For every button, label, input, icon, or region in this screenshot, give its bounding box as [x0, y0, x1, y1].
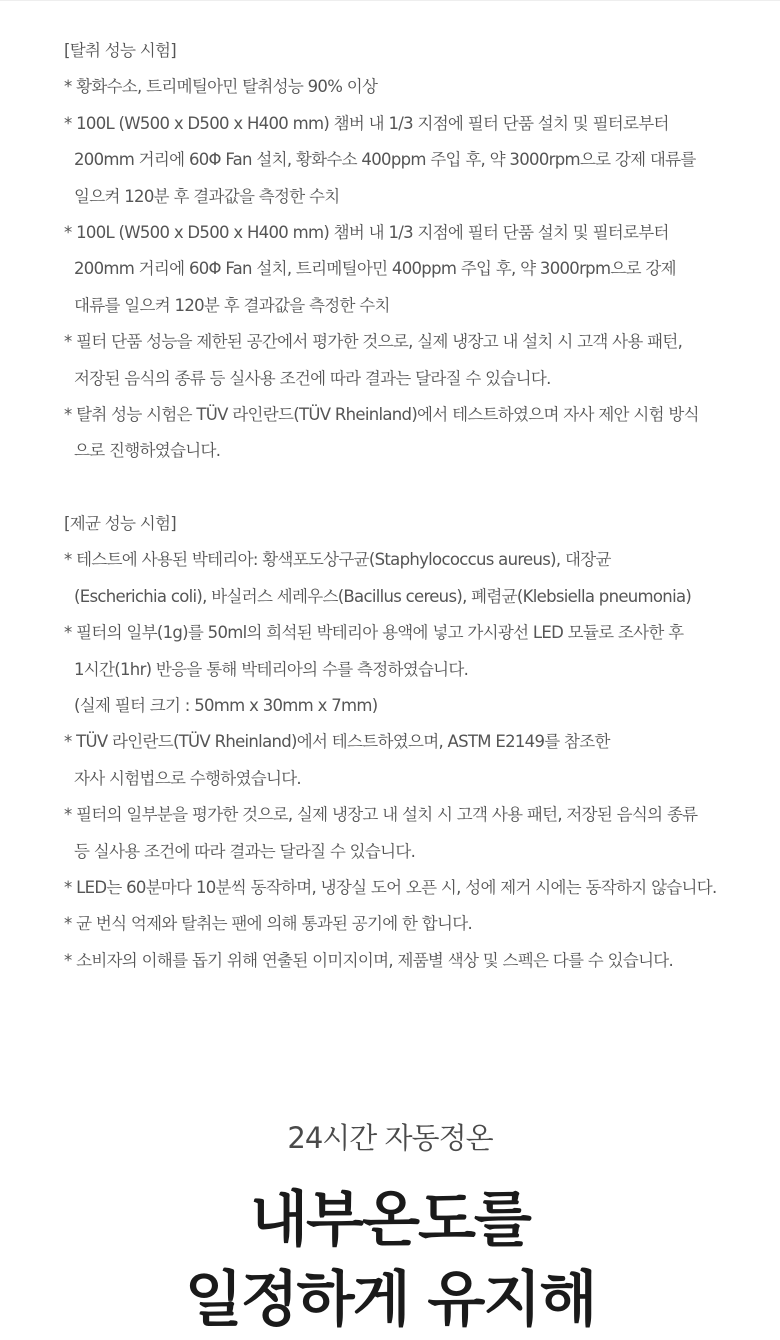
antibacterial-note-line: * LED는 60분마다 10분씩 동작하며, 냉장실 도어 오픈 시, 성에 제거 시에는 동작하지 않습니다. — [64, 877, 717, 897]
hero-title-line-1: 내부온도를 — [250, 1185, 530, 1255]
deodorizing-note-line: 200mm 거리에 60Φ Fan 설치, 트리메틸아민 400ppm 주입 후, 약 3000rpm으로 강제 — [74, 259, 676, 279]
deodorizing-note-line: 200mm 거리에 60Φ Fan 설치, 황화수소 400ppm 주입 후, 약 3000rpm으로 강제 대류를 — [74, 150, 696, 170]
deodorizing-note-line: * 필터 단품 성능을 제한된 공간에서 평가한 것으로, 실제 냉장고 내 설치 시 고객 사용 패턴, — [64, 332, 683, 352]
hero-title-line-2: 일정하게 유지해 — [184, 1265, 596, 1335]
antibacterial-notes — [64, 542, 754, 979]
hero-subtitle: 24시간 자동정온 — [287, 1121, 493, 1155]
antibacterial-note-line: * TÜV 라인란드(TÜV Rheinland)에서 테스트하였으며, ASTM E2149를 참조한 — [64, 732, 610, 752]
antibacterial-heading: [제균 성능 시험] — [64, 514, 176, 534]
antibacterial-note-line: * 필터의 일부분을 평가한 것으로, 실제 냉장고 내 설치 시 고객 사용 패턴, 저장된 음식의 종류 — [64, 805, 698, 825]
hero-title — [0, 1180, 780, 1340]
deodorizing-note-line: * 100L (W500 x D500 x H400 mm) 챔버 내 1/3 지점에 필터 단품 설치 및 필터로부터 — [64, 113, 669, 133]
deodorizing-heading: [탈취 성능 시험] — [64, 41, 176, 60]
antibacterial-note-line: 등 실사용 조건에 따라 결과는 달라질 수 있습니다. — [74, 841, 416, 861]
deodorizing-note-line: * 탈취 성능 시험은 TÜV 라인란드(TÜV Rheinland)에서 테스트하였으며 자사 제안 시험 방식 — [64, 404, 699, 424]
top-divider — [0, 0, 780, 1]
antibacterial-note-line: * 필터의 일부(1g)를 50ml의 희석된 박테리아 용액에 넣고 가시광선 LED 모듈로 조사한 후 — [64, 623, 684, 643]
deodorizing-note-line: * 황화수소, 트리메틸아민 탈취성능 90% 이상 — [64, 77, 378, 97]
antibacterial-note-line: * 소비자의 이해를 돕기 위해 연출된 이미지이며, 제품별 색상 및 스펙은 다를 수 있습니다. — [64, 950, 674, 970]
deodorizing-note-line: 으로 진행하였습니다. — [74, 441, 221, 461]
antibacterial-note-line: 자사 시험법으로 수행하였습니다. — [74, 768, 301, 788]
antibacterial-note-line: * 균 번식 억제와 탈취는 팬에 의해 통과된 공기에 한 합니다. — [64, 914, 473, 934]
deodorizing-note-line: 일으켜 120분 후 결과값을 측정한 수치 — [74, 186, 340, 206]
section-spacer — [64, 470, 754, 506]
antibacterial-note-line: (Escherichia coli), 바실러스 세레우스(Bacillus cereus), 폐렴균(Klebsiella pneumonia) — [74, 586, 692, 606]
test-notes — [64, 33, 754, 979]
antibacterial-note-line: 1시간(1hr) 반응을 통해 박테리아의 수를 측정하였습니다. — [74, 659, 469, 679]
deodorizing-notes — [64, 69, 754, 469]
deodorizing-note-line: 저장된 음식의 종류 등 실사용 조건에 따라 결과는 달라질 수 있습니다. — [74, 368, 551, 388]
deodorizing-note-line: 대류를 일으켜 120분 후 결과값을 측정한 수치 — [74, 295, 390, 315]
deodorizing-note-line: * 100L (W500 x D500 x H400 mm) 챔버 내 1/3 지점에 필터 단품 설치 및 필터로부터 — [64, 222, 669, 242]
antibacterial-note-line: (실제 필터 크기 : 50mm x 30mm x 7mm) — [74, 696, 378, 716]
antibacterial-note-line: * 테스트에 사용된 박테리아: 황색포도상구균(Staphylococcus aureus), 대장균 — [64, 550, 611, 570]
